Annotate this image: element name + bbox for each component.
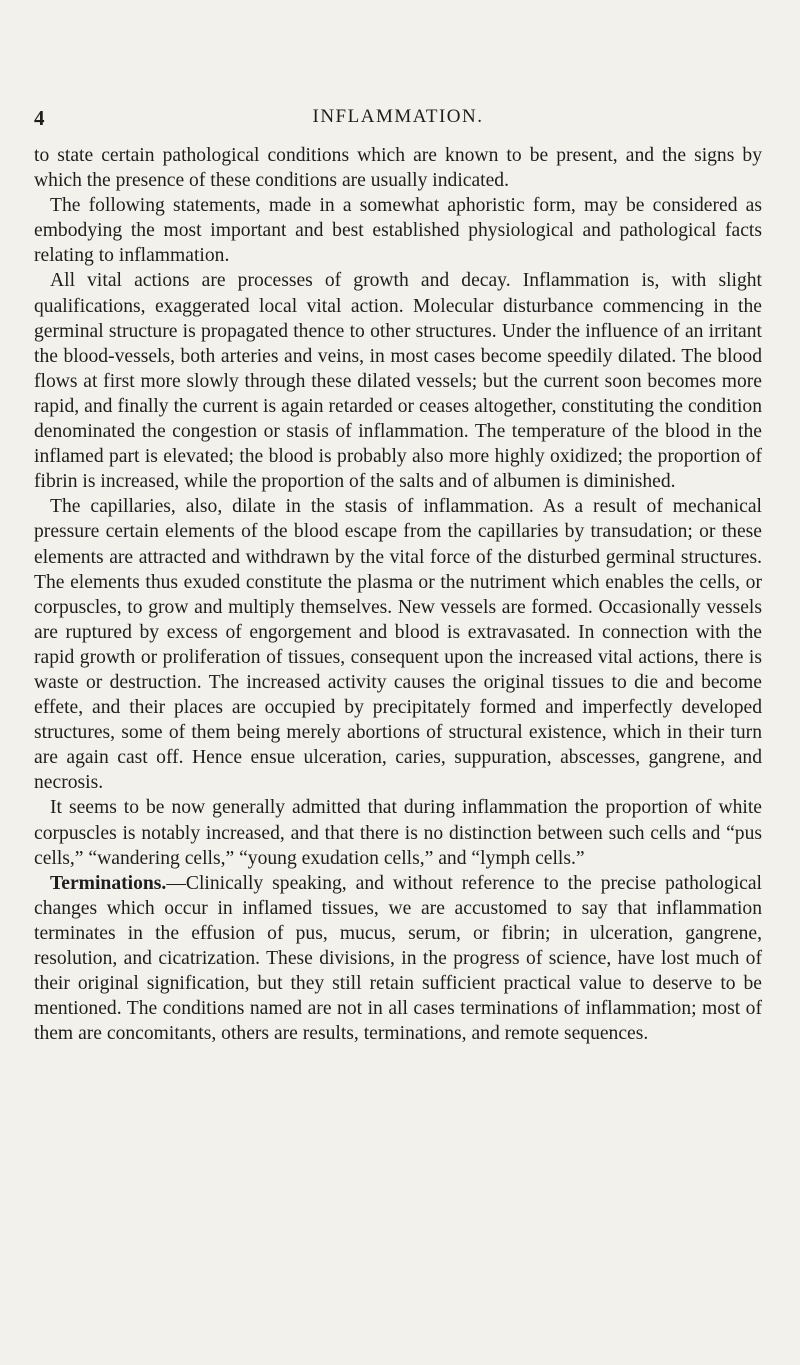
body-text [34,143,762,1046]
paragraph-text: —Clinically speaking, and without reference to the precise pathological changes which occur in inflamed tissues, we are accustomed to say that inflammation terminates in the effusion of pus, mucus, serum, or fibrin; in ulceration, gangrene, resolution, and cicatrization. These divisions, in the progress of science, have lost much of their original signification, but they still retain sufficient practical value to deserve to be mentioned. The conditions named are not in all cases terminations of inflammation; most of them are concomitants, others are results, terminations, and remote sequences. [34,872,762,1045]
terminations-paragraph [34,871,762,1047]
paragraph: It seems to be now generally admitted that during inflammation the proportion of white corpuscles is notably increased, and that there is no distinction between such cells and “pus cells,” “wandering cells,” “young exudation cells,” and “lymph cells.” [34,797,762,869]
section-heading: Terminations. [50,872,167,894]
page-header [34,106,762,132]
page-number: 4 [34,106,45,130]
running-head: INFLAMMATION. [312,106,484,127]
paragraph: to state certain pathological conditions which are known to be present, and the signs by which the presence of these conditions are usually indicated. [34,145,762,192]
paragraph: The following statements, made in a somewhat aphoristic form, may be considered as embodying the most important and best established physiological and pathological facts relating to inflammation. [34,195,762,267]
paragraph: The capillaries, also, dilate in the stasis of inflammation. As a result of mechanical pressure certain elements of the blood escape from the capillaries by transudation; or these elements are attracted and withdrawn by the vital force of the disturbed germinal structures. The elements thus exuded constitute the plasma or the nutriment which enables the cells, or corpuscles, to grow and multiply themselves. New vessels are formed. Occasionally vessels are ruptured by excess of engorgement and blood is extravasated. In connection with the rapid growth or proliferation of tissues, consequent upon the increased vital actions, there is waste or destruction. The increased activity causes the original tissues to die and become effete, and their places are occupied by precipitately formed and imperfectly developed structures, some of them being merely abortions of structural existence, which in their turn are again cast off. Hence ensue ulceration, caries, suppuration, abscesses, gangrene, and necrosis. [34,496,762,794]
paragraph: All vital actions are processes of growth and decay. Inflammation is, with slight qualifications, exaggerated local vital action. Molecular disturbance commencing in the germinal structure is propagated thence to other structures. Under the influence of an irritant the blood-vessels, both arteries and veins, in most cases become speedily dilated. The blood flows at first more slowly through these dilated vessels; but the current soon becomes more rapid, and finally the current is again retarded or ceases altogether, constituting the condition denominated the congestion or stasis of inflammation. The temperature of the blood in the inflamed part is elevated; the blood is probably also more highly oxidized; the proportion of fibrin is increased, while the proportion of the salts and of albumen is diminished. [34,270,762,493]
